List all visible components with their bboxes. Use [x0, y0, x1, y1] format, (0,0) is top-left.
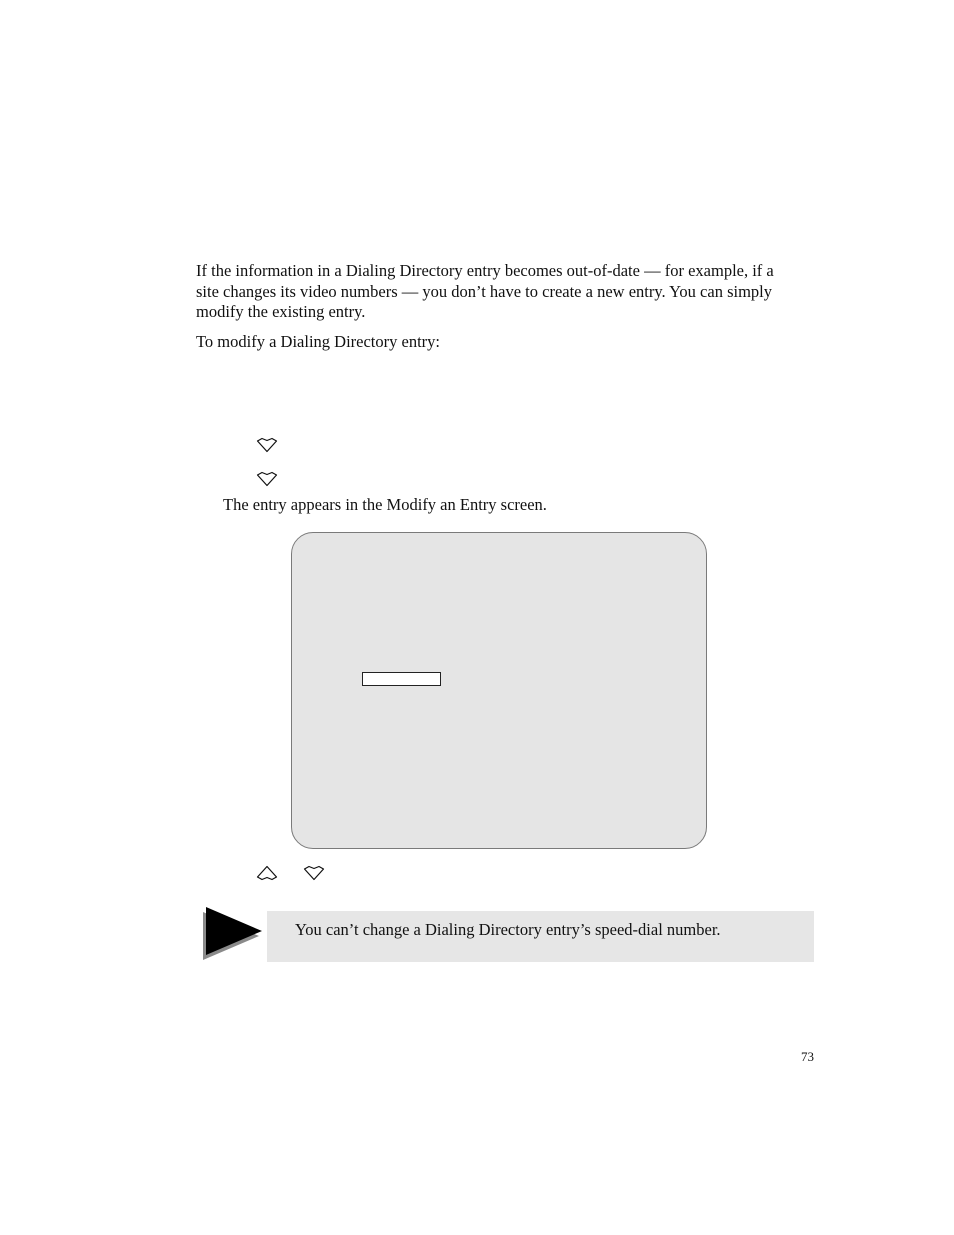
intro-paragraph: If the information in a Dialing Directory entry becomes out-of-date — for example, if a site changes its video numbers — you don’t have to create a new entry. You can simply modify the existing entry.: [196, 261, 774, 321]
note-text: You can’t change a Dialing Directory entry’s speed-dial number.: [295, 920, 721, 939]
arrow-down-icon: [256, 437, 278, 453]
modify-entry-screen: [291, 532, 707, 849]
procedure-lead-in: To modify a Dialing Directory entry:: [196, 332, 440, 351]
note-box: [267, 911, 814, 962]
page-number: 73: [801, 1049, 814, 1064]
step-result-text: The entry appears in the Modify an Entry screen.: [223, 495, 547, 514]
arrow-down-icon: [303, 865, 325, 881]
arrow-up-icon: [256, 865, 278, 881]
entry-field-highlight: [362, 672, 441, 686]
note-pointer-icon: [200, 904, 266, 962]
arrow-down-icon: [256, 471, 278, 487]
